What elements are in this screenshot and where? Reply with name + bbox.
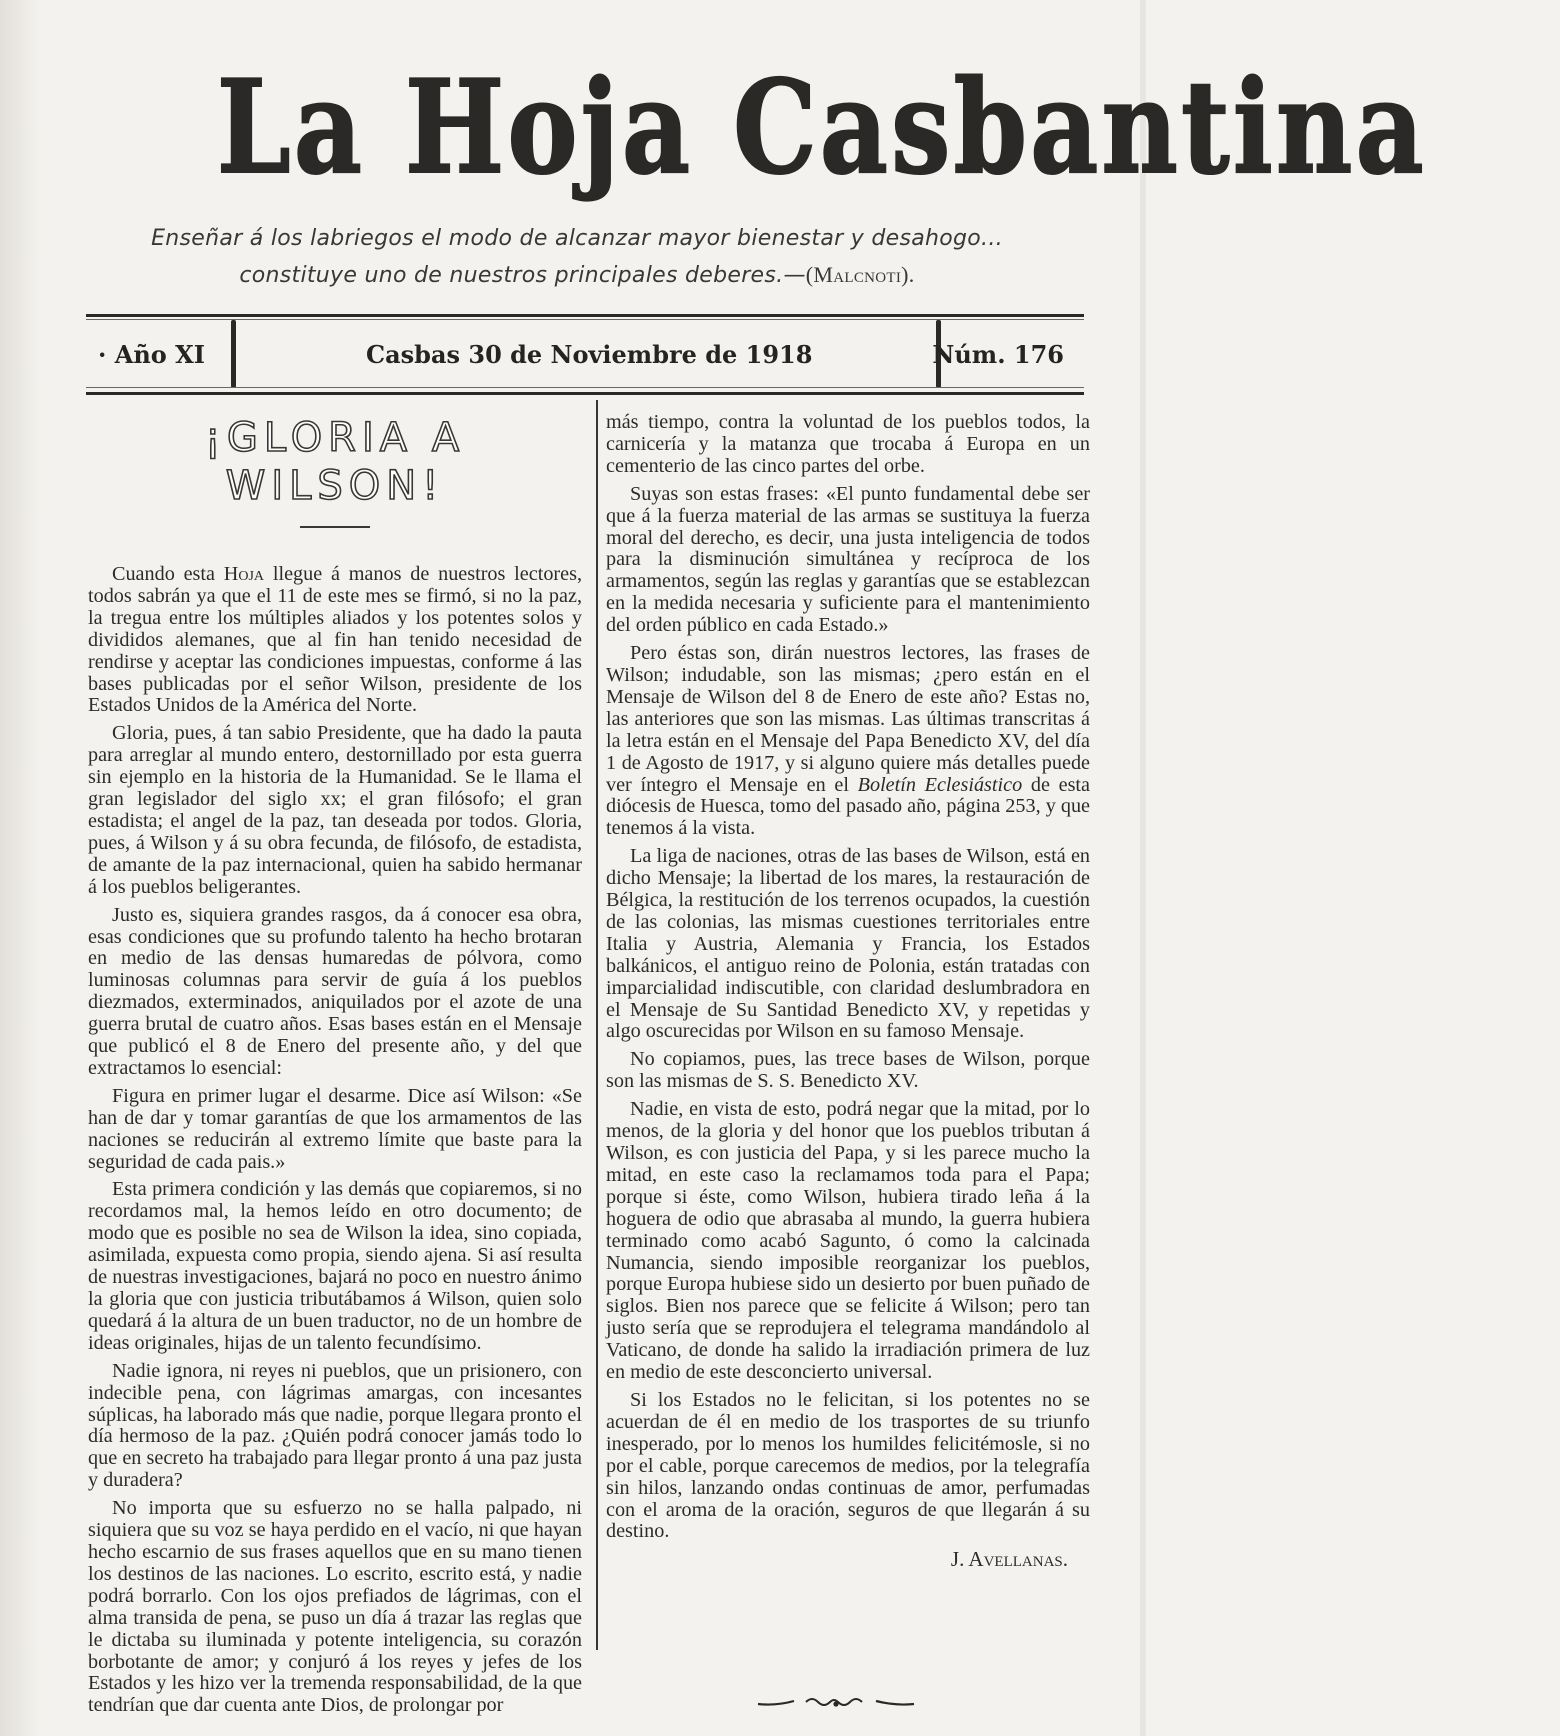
- article-paragraph: [88, 1179, 582, 1354]
- paragraph-text: Esta primera condición y las demás que copiaremos, si no recordamos mal, la hemos leído en otro documento; de modo que es posible no sea de Wilson la idea, sino copiada, asimilada, expuesta como propia, siendo ajena. Si así resulta de nuestras investigaciones, bajará no poco en nuestro ánimo la gloria que con justicia tributábamos á Wilson, quien solo quedará á la altura de un buen traductor, no de un hombre de ideas originales, hijas de un talento fecundísimo.: [88, 1178, 582, 1354]
- article-paragraph: [606, 846, 1090, 1043]
- masthead-title-block: [84, 48, 1427, 208]
- paragraph-text: Justo es, siquiera grandes rasgos, da á conocer esa obra, esas condiciones que su profundo talento ha hecho brotaran en medio de las densas humaredas de pólvora, como luminosas columnas para servir de guía á los pueblos diezmados, exterminados, aniquilados por el azote de una guerra brutal de cuatro años. Esas bases están en el Mensaje que publicó el 8 de Enero del presente año, y del que extractamos lo esencial:: [88, 903, 582, 1079]
- paragraph-text: Gloria, pues, á tan sabio Presidente, que ha dado la pauta para arreglar al mundo entero, destornillado por esta guerra sin ejemplo en la historia de la Humanidad. Se le llama el gran legislador del siglo xx; el gran filósofo; el gran estadista; el angel de la paz, tan deseada por todos. Gloria, pues, á Wilson y á su obra fecunda, de filósofo, de estadista, de amante de la paz internacional, quien ha sabido hermanar á los pueblos beligerantes.: [88, 722, 582, 898]
- publication-title: Boletín Eclesiástico: [857, 773, 1023, 796]
- newspaper-title: La Hoja Casbantina: [216, 53, 1427, 203]
- paragraph-text: Si los Estados no le felicitan, si los potentes no se acuerdan de él en medio de los trasportes de su triunfo inesperado, por lo menos los humildes felicitémosle, si no por el cable, porque carecemos de medios, por la telegrafía sin hilos, lanzando ondas continuas de amor, perfumadas con el aroma de la oración, seguros de que llegarán á su destino.: [606, 1388, 1090, 1543]
- article-title: ¡GLORIA A WILSON!: [204, 415, 466, 509]
- volume-year: · Año XI: [98, 340, 205, 369]
- article-paragraph: [606, 1049, 1090, 1093]
- author-signature: J. Avellanas.: [950, 1547, 1068, 1572]
- issue-number: Núm. 176: [932, 340, 1064, 369]
- left-column: [88, 406, 582, 1723]
- article-paragraph: [88, 564, 582, 717]
- title-underline: [300, 526, 370, 528]
- left-column-body: [88, 564, 582, 1717]
- article-paragraph: [88, 723, 582, 898]
- dateline-separator: [231, 320, 236, 388]
- paragraph-text: Cuando esta: [112, 563, 224, 585]
- decorative-flourish-icon: [756, 1692, 916, 1712]
- paragraph-text: No importa que su esfuerzo no se halla palpado, ni siquiera que su voz se haya perdido en el vacío, ni que hayan hecho escarnio de sus frases aquellos que en su mano tienen los destinos de las naciones. Lo escrito, escrito está, y nadie podrá borrarlo. Con los ojos prefiados de lágrimas, con el alma transida de pena, se puso un día á trazar las reglas que le dictaba su iluminada y potente inteligencia, su corazón borbotante de amor; y conjuró á los reyes y jefes de los Estados y les hizo ver la tremenda responsabilidad, de la que tendrían que dar cuenta ante Dios, de prolongar por: [88, 1497, 582, 1717]
- paragraph-text: Pero éstas son, dirán nuestros lectores, las frases de Wilson; indudable, son las mismas; ¿pero están en el Mensaje de Wilson del 8 de Enero de este año? Estas no, las anteriores que son las mismas. Las últimas transcritas á la letra están en el Mensaje del Papa Benedicto XV, del día 1 de Agosto de 1917, y si alguno quiere más detalles puede ver íntegro el Mensaje en el: [606, 642, 1090, 796]
- article-paragraph: [606, 484, 1090, 637]
- paragraph-text: Hoja: [223, 563, 265, 585]
- place-and-date: Casbas 30 de Noviembre de 1918: [366, 340, 813, 369]
- article-paragraph: [88, 1498, 582, 1717]
- article-paragraph: [88, 905, 582, 1080]
- column-divider: [596, 400, 598, 1650]
- motto-line-2: [84, 262, 1070, 288]
- dateline-bottom-rule: [86, 392, 1084, 395]
- article-paragraph: [606, 1099, 1090, 1384]
- dateline: [86, 318, 1084, 392]
- article-paragraph: [606, 643, 1090, 840]
- motto-attribution: (Malcnoti).: [805, 262, 915, 287]
- paragraph-text: Figura en primer lugar el desarme. Dice así Wilson: «Se han de dar y tomar garantías de que los armamentos de las naciones se reducirán al extremo límite que baste para la seguridad de cada pais.»: [88, 1084, 582, 1173]
- motto-text: constituye uno de nuestros principales deberes.—: [239, 263, 806, 288]
- paragraph-text: Suyas son estas frases: «El punto fundamental debe ser que á la fuerza material de las armas se sustituya la fuerza moral del derecho, es decir, una justa inteligencia de todos para la disminución simultánea y recíproca de los armamentos, según las reglas y garantías que se establezcan en la medida necesaria y suficiente para el mantenimiento del orden público en cada Estado.»: [606, 482, 1090, 637]
- right-column-body: [606, 412, 1090, 1543]
- paragraph-text: Nadie, en vista de esto, podrá negar que la mitad, por lo menos, de la gloria y del honor que los pueblos tributan á Wilson, es con justicia del Papa, y si les parece mucho la mitad, en este caso la reclamamos toda para el Papa; porque si éste, como Wilson, hubiera tirado leña á la hoguera de odio que abrasaba al mundo, la guerra hubiera terminado como acabó Sagunto, ó como la calcinada Numancia, siendo imposible reorganizar los pueblos, porque Europa hubiese sido un desierto por buen puñado de siglos. Bien nos parece que se felicite á Wilson; pero tan justo sería que se reprodujera el telegrama mandándolo al Vaticano, de donde ha salido la irradiación primera de luz en medio de este desconcierto universal.: [606, 1098, 1090, 1384]
- article-paragraph: [606, 1390, 1090, 1543]
- paragraph-text: La liga de naciones, otras de las bases de Wilson, está en dicho Mensaje; la libertad de los mares, la restauración de Bélgica, la restitución de los terrenos ocupados, la cuestión de las colonias, las mismas cuestiones territoriales entre Italia y Austria, Alemania y Francia, los Estados balkánicos, el antiguo reino de Polonia, están tratadas con imparcialidad indiscutible, con claridad deslumbradora en el Mensaje de Su Santidad Benedicto XV, y repetidas y algo oscurecidas por Wilson en su famoso Mensaje.: [606, 845, 1090, 1043]
- article-paragraph: [606, 412, 1090, 478]
- paragraph-text: más tiempo, contra la voluntad de los pueblos todos, la carnicería y la matanza que trocaba á Europa en un cementerio de las cinco partes del orbe.: [606, 411, 1090, 477]
- motto-line-1: Enseñar á los labriegos el modo de alcanzar mayor bienestar y desahogo...: [151, 226, 1003, 251]
- page-binding-shadow: [0, 0, 40, 1736]
- paragraph-text: Nadie ignora, ni reyes ni pueblos, que un prisionero, con indecible pena, con lágrimas amargas, con incesantes súplicas, ha laborado más que nadie, porque llegara pronto el día hermoso de la paz. ¿Quién podrá conocer jamás todo lo que en secreto ha trabajado para llegar pronto á una paz justa y duradera?: [88, 1359, 582, 1492]
- dateline-top-rule: [86, 314, 1084, 317]
- right-column: [606, 412, 1090, 1577]
- article-paragraph: [88, 1361, 582, 1492]
- paragraph-text: No copiamos, pues, las trece bases de Wilson, porque son las mismas de S. S. Benedicto XV.: [606, 1048, 1090, 1093]
- paragraph-text: de esta diócesis de Huesca, tomo del pasado año, página 253, y que tenemos á la vista.: [606, 773, 1090, 840]
- article-paragraph: [88, 1086, 582, 1174]
- paragraph-text: llegue á manos de nuestros lectores, todos sabrán ya que el 11 de este mes se firmó, si no la paz, la tregua entre los múltiples aliados y los potentes solos y divididos alemanes, que al fin han tenido necesidad de rendirse y aceptar las condiciones impuestas, conforme á las bases publicadas por el señor Wilson, presidente de los Estados Unidos de la América del Norte.: [88, 563, 582, 717]
- page-edge: [1140, 0, 1146, 1736]
